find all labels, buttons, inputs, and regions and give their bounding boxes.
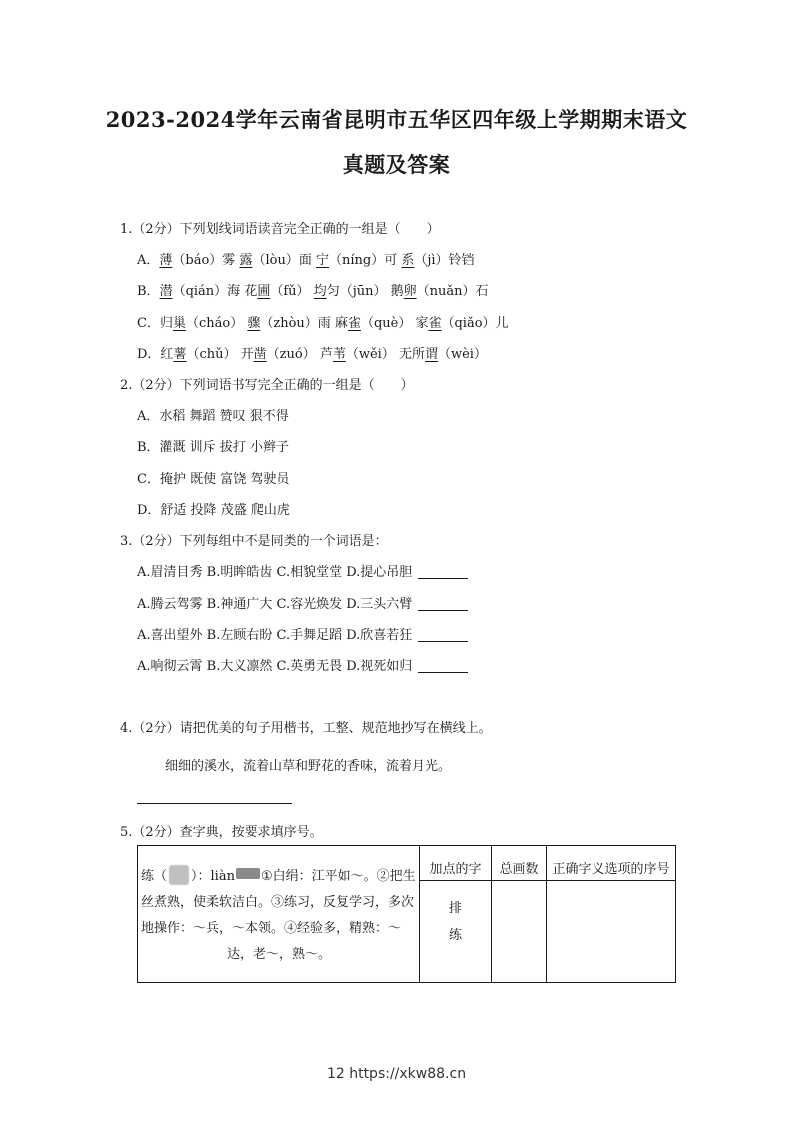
q3-stem: 3.（2分）下列每组中不是同类的一个词语是： xyxy=(120,534,388,549)
q2-option-d: D．舒适 投降 茂盛 爬山虎 xyxy=(137,503,290,518)
pinyin-image xyxy=(236,868,260,879)
q2-stem: 2.（2分）下列词语书写完全正确的一组是（ ） xyxy=(120,378,414,393)
dictionary-table xyxy=(137,845,676,983)
q3-row-4: A.响彻云霄 B.大义凛然 C.英勇无畏 D.视死如归 xyxy=(137,655,468,674)
dictionary-entry: 练（ ）：liàn ①白绢：江平如～。②把生丝煮熟，使柔软洁白。③练习，反复学习，多次地操作：～兵，～本领。④经验多，精熟：～ 达，老～，熟～。 xyxy=(138,846,420,983)
q1-option-a: A．薄（báo）雾 露（lòu）面 宁（níng）可 系（jì）铃铛 xyxy=(137,253,475,268)
header-stroke-count: 总画数 xyxy=(492,846,547,881)
answer-blank[interactable] xyxy=(418,640,468,642)
document-title-line2: 真题及答案 xyxy=(342,152,451,177)
q4-sentence: 细细的溪水，流着山草和野花的香味，流着月光。 xyxy=(165,759,452,774)
meaning-answer-cell[interactable] xyxy=(547,881,676,983)
q1-option-d: D．红薯（chǔ） 开凿（zuó） 芦苇（wěi） 无所谓（wèi） xyxy=(137,347,487,362)
answer-blank[interactable] xyxy=(418,609,468,611)
page-footer: 12 https://xkw88.cn xyxy=(326,1066,467,1082)
q1-stem: 1.（2分）下列划线词语读音完全正确的一组是（ ） xyxy=(120,222,440,237)
q2-option-b: B．灌溉 训斥 拔打 小辫子 xyxy=(137,440,289,455)
q2-option-a: A．水稻 舞蹈 赞叹 狠不得 xyxy=(137,409,289,424)
q3-row-3: A.喜出望外 B.左顾右盼 C.手舞足蹈 D.欣喜若狂 xyxy=(137,624,468,643)
stroke-count-answer-cell[interactable] xyxy=(492,881,547,983)
copy-writing-line[interactable] xyxy=(137,803,292,804)
q3-row-2: A.腾云驾雾 B.神通广大 C.容光焕发 D.三头六臂 xyxy=(137,593,468,612)
document-title-line1: 2023-2024学年云南省昆明市五华区四年级上学期期末语文 xyxy=(105,107,688,132)
word-cell: 排 练 · xyxy=(420,881,492,983)
q4-stem: 4.（2分）请把优美的句子用楷书，工整、规范地抄写在横线上。 xyxy=(120,721,492,736)
q5-stem: 5.（2分）查字典，按要求填序号。 xyxy=(120,825,323,840)
q1-option-c: C．归巢（cháo） 骤（zhòu）雨 麻雀（què） 家雀（qiǎo）儿 xyxy=(137,316,509,331)
q3-row-1: A.眉清目秀 B.明眸皓齿 C.相貌堂堂 D.提心吊胆 xyxy=(137,561,468,580)
header-dotted-char: 加点的字 xyxy=(420,846,492,881)
answer-blank[interactable] xyxy=(418,671,468,673)
header-meaning-number: 正确字义选项的序号 xyxy=(547,846,676,881)
character-image xyxy=(169,865,189,885)
q2-option-c: C．掩护 既使 富饶 驾驶员 xyxy=(137,472,290,487)
q1-option-b: B．潜（qián）海 花圃（fǔ） 均匀（jūn） 鹅卵（nuǎn）石 xyxy=(137,284,489,299)
answer-blank[interactable] xyxy=(418,577,468,579)
